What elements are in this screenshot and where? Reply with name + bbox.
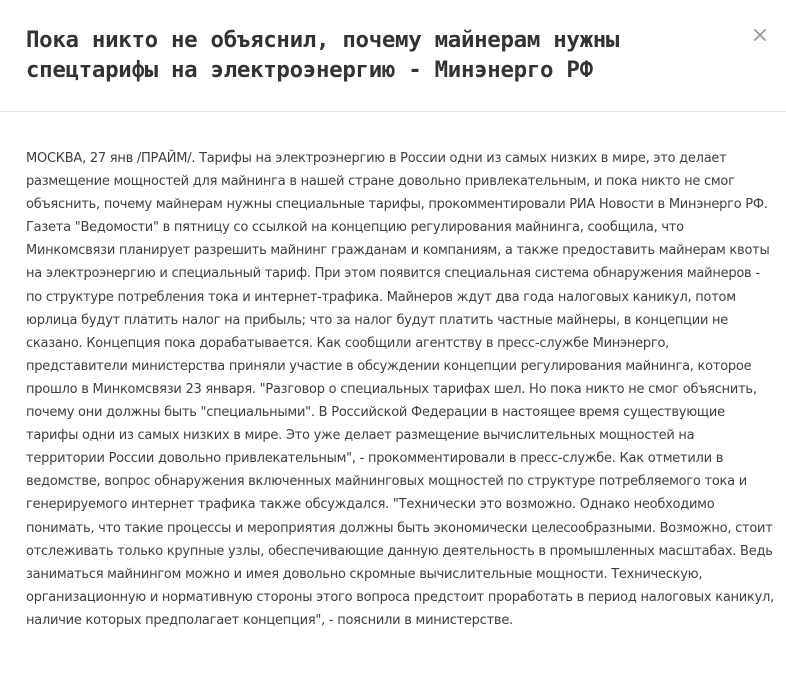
close-icon (747, 22, 773, 48)
modal-header (0, 0, 786, 112)
modal-body (0, 112, 786, 686)
article-body-text: МОСКВА, 27 янв /ПРАЙМ/. Тарифы на электроэнергию в России одни из самых низких в мире, это делает размещение мощностей для майнинга в нашей стране довольно привлекательным, и пока никто не смог объяснить, почему майнерам нужны специальные тарифы, прокомментировали РИА Новости в Минэнерго РФ. Газета "Ведомости" в пятницу со ссылкой на концепцию регулирования майнинга, сообщила, что Минкомсвязи планирует разрешить майнинг гражданам и компаниям, а также предоставить майнерам квоты на электроэнергию и специальный тариф. При этом появится специальная система обнаружения майнеров - по структуре потребления тока и интернет-трафика. Майнеров ждут два года налоговых каникул, потом юрлица будут платить налог на прибыль; что за налог будут платить частные майнеры, в концепции не сказано. Концепция пока дорабатывается. Как сообщили агентству в пресс-службе Минэнерго, представители министерства приняли участие в обсуждении концепции регулирования майнинга, которое прошло в Минкомсвязи 23 января. "Разговор о специальных тарифах шел. Но пока никто не смог объяснить, почему они должны быть "специальными". В Российской Федерации в настоящее время существующие тарифы одни из самых низких в мире. Это уже делает размещение вычислительных мощностей на территории России довольно привлекательным", - прокомментировали в пресс-службе. Как отметили в ведомстве, вопрос обнаружения включенных майнинговых мощностей по структуре потребляемого тока и генерируемого интернет трафика также обсуждался. "Технически это возможно. Однако необходимо понимать, что такие процессы и мероприятия должны быть экономически целесообразными. Возможно, стоит отслеживать только крупные узлы, обеспечивающие данную деятельность в промышленных масштабах. Ведь заниматься майнингом можно и имея довольно скромные вычислительные мощности. Техническую, организационную и нормативную стороны этого вопроса предстоит проработать в период налоговых каникул, наличие которых предполагает концепция", - пояснили в министерстве. (26, 151, 774, 628)
close-button[interactable] (747, 22, 773, 48)
article-title: Пока никто не объяснил, почему майнерам нужны спецтарифы на электроэнергию - Минэнерго РФ (26, 27, 620, 83)
